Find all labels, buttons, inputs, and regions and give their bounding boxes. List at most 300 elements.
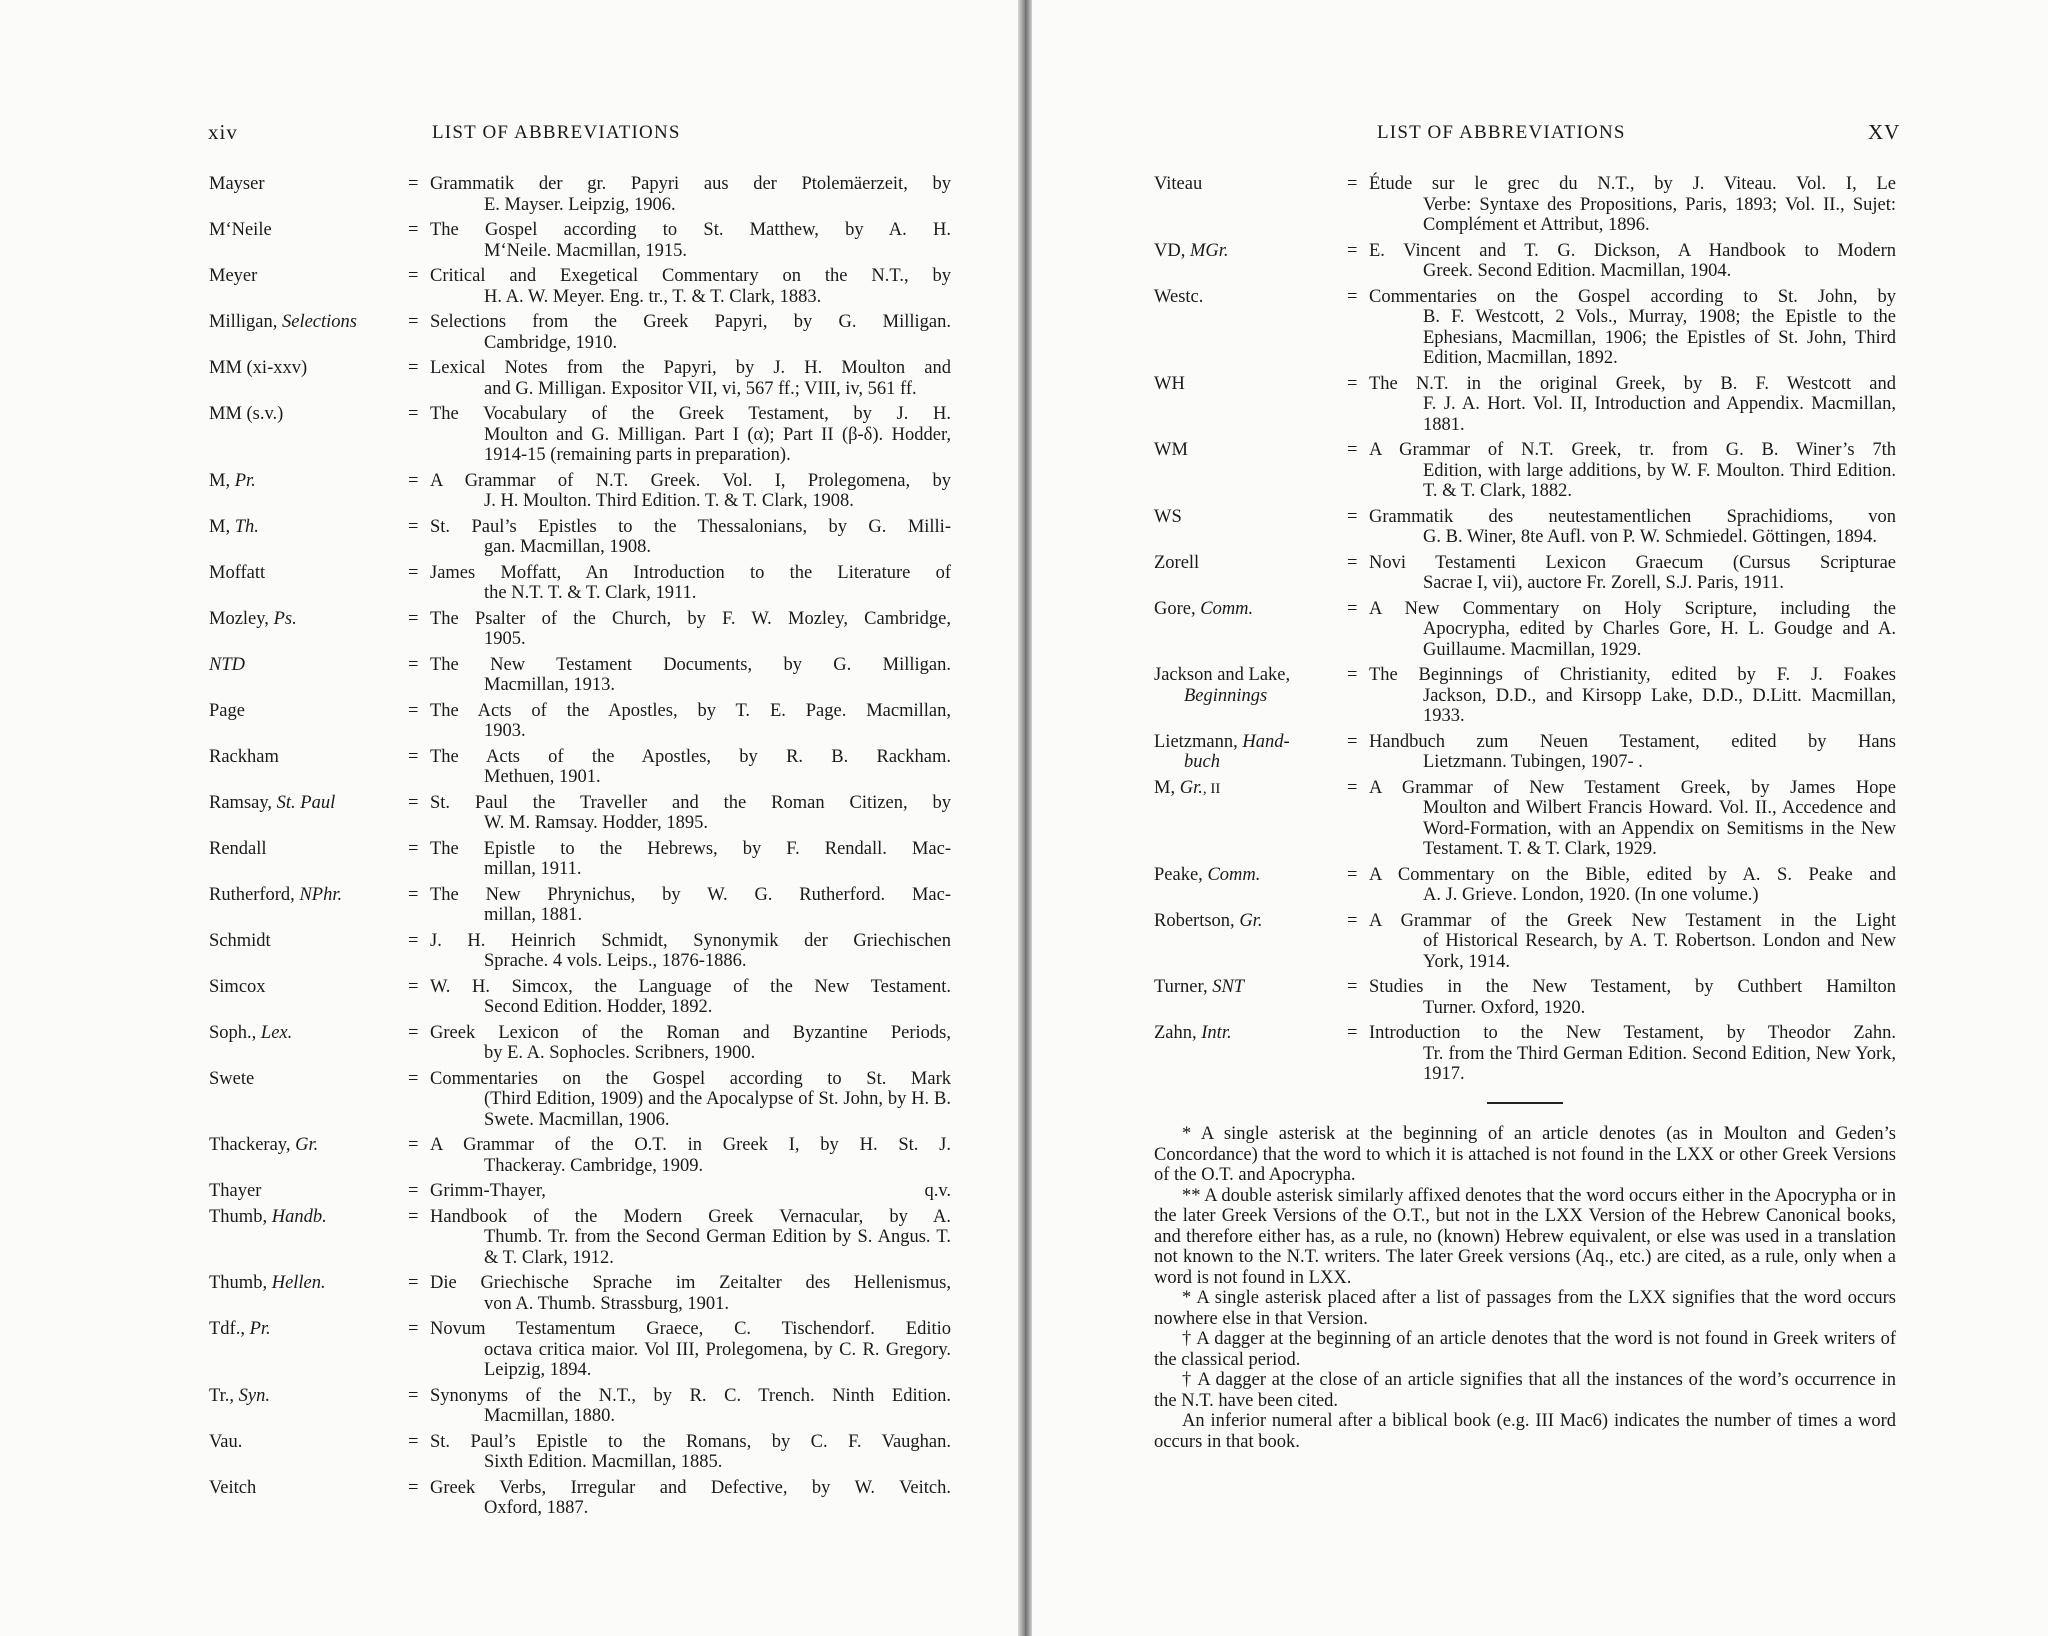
equals-sign: = — [408, 516, 419, 537]
abbreviation-term-text: Rendall — [209, 838, 267, 859]
equals-sign: = — [1347, 864, 1358, 885]
definition-first-line: St. Paul’s Epistle to the Romans, by C. F. Vaughan. — [430, 1431, 951, 1452]
abbreviation-entry — [209, 220, 951, 261]
abbreviation-entry — [209, 1386, 951, 1427]
equals-sign: = — [408, 1022, 419, 1043]
abbreviation-definition — [430, 1069, 951, 1131]
abbreviation-definition — [430, 471, 951, 512]
abbreviation-term — [209, 701, 408, 742]
abbreviation-term-italic: Handb. — [271, 1206, 327, 1227]
definition-continuation: Lietzmann. Tubingen, 1907- . — [1423, 752, 1643, 772]
abbreviation-term-text: VD, — [1154, 240, 1190, 261]
equals-sign: = — [1347, 286, 1358, 307]
equals-sign: = — [1347, 977, 1358, 997]
definition-continuation: J. H. Moulton. Third Edition. T. & T. Clark, 1908. — [484, 491, 854, 511]
definition-continuation: gan. Macmillan, 1908. — [484, 537, 651, 557]
abbreviation-term-text: Tdf., — [209, 1319, 250, 1339]
abbreviation-entry — [209, 404, 951, 466]
definition-first-line: The New Testament Documents, by G. Milligan. — [430, 654, 951, 675]
abbreviation-entry — [209, 266, 951, 307]
abbreviation-term-text: Veitch — [209, 1477, 257, 1498]
abbreviation-term — [1154, 241, 1347, 282]
definition-continuation: Moulton and G. Milligan. Part I (α); Part II (β-δ). Hodder, 1914-15 (remaining parts in preparation). — [484, 424, 951, 465]
definition-continuation: Sprache. 4 vols. Leips., 1876-1886. — [484, 951, 747, 971]
running-head: LIST OF ABBREVIATIONS — [432, 122, 681, 143]
abbreviation-entry — [209, 839, 951, 880]
definition-first-line: Handbuch zum Neuen Testament, edited by Hans — [1369, 731, 1896, 752]
abbreviation-entry — [1154, 977, 1896, 1018]
abbreviation-entry — [209, 1135, 951, 1176]
abbreviation-entry — [1154, 732, 1896, 773]
footnote-paragraph: * A single asterisk at the beginning of an article denotes (as in Moulton and Geden’s Concordance) that the word to which it is attached is not found in the LXX or other Greek Versions of the O.T. and Apocrypha. — [1154, 1124, 1896, 1185]
definition-first-line: Lexical Notes from the Papyri, by J. H. Moulton and — [430, 358, 951, 378]
abbreviation-term-text: MM (s.v.) — [209, 404, 284, 424]
abbreviation-definition — [430, 1432, 951, 1473]
abbreviation-term — [1154, 911, 1347, 973]
abbreviation-entry — [209, 1069, 951, 1131]
equals-sign: = — [408, 838, 419, 859]
definition-first-line: The N.T. in the original Greek, by B. F. Westcott and — [1369, 373, 1896, 394]
abbreviation-term-italic: Gr. — [1239, 910, 1263, 931]
abbreviation-term-text: Westc. — [1154, 286, 1204, 307]
abbreviation-definition — [1369, 977, 1896, 1018]
abbreviation-entry — [1154, 241, 1896, 282]
definition-first-line: The Psalter of the Church, by F. W. Mozley, Cambridge, — [430, 608, 951, 629]
equals-sign: = — [408, 1319, 419, 1339]
equals-sign: = — [1347, 552, 1358, 573]
abbreviation-definition — [430, 358, 951, 399]
abbreviation-term-italic: St. Paul — [276, 792, 336, 813]
abbreviation-term-text: Viteau — [1154, 174, 1203, 194]
equals-sign: = — [408, 1181, 419, 1201]
abbreviation-term-text: Lietzmann, — [1154, 731, 1243, 752]
book-gutter — [1018, 0, 1032, 1636]
abbreviation-definition — [430, 885, 951, 926]
abbreviation-term — [209, 1386, 408, 1427]
definition-continuation: Thumb. Tr. from the Second German Edition by S. Angus. T. & T. Clark, 1912. — [484, 1227, 951, 1268]
definition-continuation: Verbe: Syntaxe des Propositions, Paris, 1893; Vol. II., Sujet: Complément et Attribut, 1896. — [1423, 194, 1896, 235]
abbreviation-term-text: Gore, — [1154, 598, 1201, 619]
definition-continuation: the N.T. T. & T. Clark, 1911. — [484, 583, 697, 603]
abbreviation-term-text: Page — [209, 700, 245, 721]
equals-sign: = — [408, 470, 419, 491]
left-page — [0, 0, 1018, 1636]
abbreviation-entry — [209, 885, 951, 926]
definition-continuation: Sacrae I, vii), auctore Fr. Zorell, S.J. Paris, 1911. — [1423, 573, 1785, 593]
page-number: xiv — [208, 120, 238, 144]
abbreviation-term-text: Zorell — [1154, 552, 1200, 573]
abbreviation-entry — [1154, 507, 1896, 548]
abbreviation-definition — [1369, 440, 1896, 502]
definition-continuation: 1903. — [484, 721, 526, 741]
equals-sign: = — [408, 312, 419, 332]
abbreviation-definition — [1369, 174, 1896, 236]
abbreviation-entry — [1154, 865, 1896, 906]
abbreviation-entry — [209, 563, 951, 604]
equals-sign: = — [408, 1477, 419, 1498]
abbreviation-term-italic: Gr. — [1179, 777, 1203, 798]
abbreviation-term — [209, 1023, 408, 1064]
abbreviation-entry — [209, 609, 951, 650]
equals-sign: = — [408, 1135, 419, 1155]
definition-first-line: Commentaries on the Gospel according to St. Mark — [430, 1068, 951, 1089]
definition-first-line: The Beginnings of Christianity, edited by F. J. Foakes — [1369, 665, 1896, 685]
abbreviation-term — [1154, 374, 1347, 436]
abbreviation-term — [1154, 732, 1347, 773]
abbreviation-entry — [209, 1181, 951, 1202]
abbreviation-term-text: Mozley, — [209, 608, 274, 629]
definition-first-line: Greek Verbs, Irregular and Defective, by W. Veitch. — [430, 1477, 951, 1498]
abbreviation-definition — [430, 655, 951, 696]
equals-sign: = — [1347, 665, 1358, 685]
abbreviation-term-italic: Selections — [281, 312, 357, 332]
abbreviation-term — [1154, 287, 1347, 369]
abbreviation-term — [209, 266, 408, 307]
abbreviation-term — [209, 563, 408, 604]
definition-continuation: Second Edition. Hodder, 1892. — [484, 997, 713, 1017]
definition-first-line: Grammatik der gr. Papyri aus der Ptolemäerzeit, by — [430, 174, 951, 194]
abbreviation-term-italic: Comm. — [1207, 864, 1261, 885]
abbreviation-term — [1154, 1023, 1347, 1085]
equals-sign: = — [1347, 777, 1358, 798]
abbreviation-term-italic: Pr. — [234, 470, 256, 491]
abbreviation-term-text: Turner, — [1154, 977, 1213, 997]
abbreviation-term-text: Rutherford, — [209, 884, 300, 905]
abbreviation-term-text: Mayser — [209, 174, 265, 194]
abbreviation-term — [1154, 553, 1347, 594]
abbreviation-term-line2: Beginnings — [1184, 685, 1268, 706]
abbreviation-term-text: Rackham — [209, 746, 279, 767]
abbreviation-definition — [430, 312, 951, 353]
definition-first-line: Introduction to the New Testament, by Theodor Zahn. — [1369, 1023, 1896, 1043]
definition-first-line: Critical and Exegetical Commentary on the N.T., by — [430, 266, 951, 286]
abbreviation-term-text: MM (xi-xxv) — [209, 358, 308, 378]
abbreviation-entry — [209, 1023, 951, 1064]
abbreviation-entry — [1154, 1023, 1896, 1085]
page-number: XV — [1868, 120, 1901, 144]
definition-first-line: Commentaries on the Gospel according to St. John, by — [1369, 286, 1896, 307]
abbreviation-entry — [1154, 287, 1896, 369]
equals-sign: = — [1347, 598, 1358, 619]
definition-first-line: Grammatik des neutestamentlichen Sprachidioms, von — [1369, 506, 1896, 527]
equals-sign: = — [1347, 506, 1358, 527]
definition-continuation: A. J. Grieve. London, 1920. (In one volume.) — [1423, 885, 1759, 905]
definition-continuation: von A. Thumb. Strassburg, 1901. — [484, 1293, 729, 1314]
abbreviation-definition — [430, 266, 951, 307]
abbreviation-entry — [209, 1273, 951, 1314]
definition-continuation: Sixth Edition. Macmillan, 1885. — [484, 1452, 723, 1472]
abbreviation-entry — [1154, 665, 1896, 727]
definition-continuation: 1905. — [484, 629, 526, 649]
abbreviation-term — [1154, 599, 1347, 661]
definition-first-line: A Grammar of the Greek New Testament in the Light — [1369, 910, 1896, 931]
definition-continuation: Methuen, 1901. — [484, 767, 601, 787]
abbreviation-entry — [209, 517, 951, 558]
abbreviation-term-text: Swete — [209, 1068, 255, 1089]
abbreviation-entry — [1154, 440, 1896, 502]
abbreviation-entry — [1154, 174, 1896, 236]
abbreviation-term-text: Thayer — [209, 1181, 262, 1201]
footnote-paragraph: ** A double asterisk similarly affixed denotes that the word occurs either in the Apocrypha or in the later Greek Versions of the O.T., but not in the LXX Version of the Hebrew Canonical books, and therefore either has, as a rule, no (known) Hebrew equivalent, or else was used in a translation not known to the N.T. writers. The later Greek versions (Aq., etc.) are cited, as a rule, only when a word is not found in LXX. — [1154, 1185, 1896, 1288]
abbreviation-list — [209, 174, 951, 1524]
equals-sign: = — [408, 220, 419, 240]
equals-sign: = — [408, 1385, 419, 1406]
equals-sign: = — [408, 608, 419, 629]
abbreviation-term — [209, 174, 408, 215]
abbreviation-entry — [1154, 911, 1896, 973]
abbreviation-definition — [430, 1273, 951, 1314]
abbreviation-term-text: Ramsay, — [209, 792, 277, 813]
definition-continuation: and G. Milligan. Expositor VII, vi, 567 ff.; VIII, iv, 561 ff. — [484, 378, 917, 399]
abbreviation-term-text: M, — [209, 470, 235, 491]
definition-first-line: James Moffatt, An Introduction to the Literature of — [430, 562, 951, 583]
abbreviation-entry — [1154, 778, 1896, 860]
abbreviation-definition — [430, 609, 951, 650]
definition-first-line: Die Griechische Sprache im Zeitalter des Hellenismus, — [430, 1273, 951, 1293]
abbreviation-term-text: M, — [1154, 777, 1180, 798]
equals-sign: = — [408, 976, 419, 997]
abbreviation-term — [209, 1478, 408, 1519]
abbreviation-term — [209, 793, 408, 834]
abbreviation-term-italic: Hand- — [1242, 731, 1290, 752]
abbreviation-term — [209, 1319, 408, 1381]
footnote-paragraph: † A dagger at the close of an article signifies that all the instances of the word’s occurrence in the N.T. have been cited. — [1154, 1370, 1896, 1411]
definition-first-line: A Grammar of the O.T. in Greek I, by H. St. J. — [430, 1135, 951, 1155]
definition-first-line: The Acts of the Apostles, by R. B. Rackham. — [430, 746, 951, 767]
equals-sign: = — [1347, 910, 1358, 931]
abbreviation-term-text: Zahn, — [1154, 1023, 1202, 1043]
definition-continuation: G. B. Winer, 8te Aufl. von P. W. Schmiedel. Göttingen, 1894. — [1423, 527, 1877, 547]
abbreviation-definition — [430, 1023, 951, 1064]
equals-sign: = — [408, 1431, 419, 1452]
footnote-paragraph: * A single asterisk placed after a list of passages from the LXX signifies that the word occurs nowhere else in that Version. — [1154, 1288, 1896, 1329]
abbreviation-term-text: WM — [1154, 440, 1188, 460]
abbreviation-term — [209, 471, 408, 512]
definition-continuation: by E. A. Sophocles. Scribners, 1900. — [484, 1043, 756, 1063]
abbreviation-definition — [430, 1207, 951, 1269]
definition-first-line: Synonyms of the N.T., by R. C. Trench. Ninth Edition. — [430, 1385, 951, 1406]
definition-first-line: W. H. Simcox, the Language of the New Testament. — [430, 976, 951, 997]
abbreviation-definition — [430, 174, 951, 215]
abbreviation-term-italic: SNT — [1212, 977, 1245, 997]
abbreviation-entry — [209, 1319, 951, 1381]
abbreviation-term-text: Soph., — [209, 1022, 261, 1043]
running-head: LIST OF ABBREVIATIONS — [1377, 122, 1626, 143]
abbreviation-term — [1154, 507, 1347, 548]
abbreviation-entry — [209, 931, 951, 972]
definition-first-line: Novi Testamenti Lexicon Graecum (Cursus Scripturae — [1369, 552, 1896, 573]
abbreviation-term-text: Simcox — [209, 976, 266, 997]
abbreviation-term-text: Jackson and Lake, — [1154, 665, 1291, 685]
abbreviation-term-text: WS — [1154, 506, 1182, 527]
abbreviation-term-italic: Comm. — [1200, 598, 1254, 619]
abbreviation-entry — [209, 655, 951, 696]
abbreviation-definition — [430, 977, 951, 1018]
abbreviation-entry — [209, 174, 951, 215]
abbreviation-term — [1154, 174, 1347, 236]
definition-first-line: A Commentary on the Bible, edited by A. S. Peake and — [1369, 864, 1896, 885]
definition-continuation: Macmillan, 1880. — [484, 1406, 616, 1426]
abbreviation-definition — [430, 1386, 951, 1427]
abbreviation-term-text: M‘Neile — [209, 220, 272, 240]
abbreviation-entry — [209, 471, 951, 512]
abbreviation-term — [209, 1432, 408, 1473]
abbreviation-term-line2: buch — [1184, 752, 1220, 772]
abbreviation-term-italic: NTD — [209, 654, 245, 675]
abbreviation-term-text: Peake, — [1154, 864, 1208, 885]
abbreviation-entry — [1154, 599, 1896, 661]
definition-continuation: E. Mayser. Leipzig, 1906. — [484, 194, 676, 215]
definition-continuation: B. F. Westcott, 2 Vols., Murray, 1908; the Epistle to the Ephesians, Macmillan, 1906; the Epistles of St. John, Third Edition, Macmillan, 1892. — [1423, 307, 1896, 368]
abbreviation-term — [209, 358, 408, 399]
definition-first-line: A New Commentary on Holy Scripture, including the — [1369, 598, 1896, 619]
abbreviation-entry — [1154, 374, 1896, 436]
definition-first-line: The Acts of the Apostles, by T. E. Page. Macmillan, — [430, 700, 951, 721]
definition-continuation: Apocrypha, edited by Charles Gore, H. L. Goudge and A. Guillaume. Macmillan, 1929. — [1423, 619, 1896, 660]
abbreviation-entry — [209, 793, 951, 834]
equals-sign: = — [408, 930, 419, 951]
abbreviation-term-text: Milligan, — [209, 312, 282, 332]
abbreviation-term-text: Moffatt — [209, 562, 266, 583]
equals-sign: = — [408, 792, 419, 813]
abbreviation-definition — [430, 563, 951, 604]
definition-first-line: Étude sur le grec du N.T., by J. Viteau. Vol. I, Le — [1369, 174, 1896, 194]
definition-continuation: octava critica maior. Vol III, Prolegomena, by C. R. Gregory. Leipzig, 1894. — [484, 1339, 951, 1380]
abbreviation-term-text: Thackeray, — [209, 1135, 296, 1155]
equals-sign: = — [408, 404, 419, 424]
abbreviation-term-text: Tr., — [209, 1385, 239, 1406]
equals-sign: = — [408, 1068, 419, 1089]
definition-continuation: Jackson, D.D., and Kirsopp Lake, D.D., D.Litt. Macmillan, 1933. — [1423, 685, 1896, 726]
definition-first-line: A Grammar of N.T. Greek, tr. from G. B. Winer’s 7th — [1369, 440, 1896, 460]
abbreviation-term — [209, 885, 408, 926]
abbreviation-definition — [1369, 374, 1896, 436]
equals-sign: = — [1347, 373, 1358, 394]
abbreviation-term — [1154, 977, 1347, 1018]
abbreviation-term — [209, 1069, 408, 1131]
abbreviation-definition — [430, 839, 951, 880]
abbreviation-entry — [209, 358, 951, 399]
abbreviation-term — [1154, 778, 1347, 860]
abbreviation-term-italic: Th. — [234, 516, 259, 537]
abbreviation-definition — [430, 793, 951, 834]
abbreviation-term — [209, 747, 408, 788]
abbreviation-definition — [1369, 911, 1896, 973]
abbreviation-term — [1154, 440, 1347, 502]
definition-first-line: St. Paul’s Epistles to the Thessalonians, by G. Milli- — [430, 516, 951, 537]
abbreviation-term — [209, 1135, 408, 1176]
definition-continuation: M‘Neile. Macmillan, 1915. — [484, 240, 687, 261]
equals-sign: = — [408, 358, 419, 378]
abbreviation-term-italic: NPhr. — [299, 884, 343, 905]
abbreviation-definition — [1369, 553, 1896, 594]
definition-first-line: Grimm-Thayer, q.v. — [430, 1181, 951, 1201]
abbreviation-term — [209, 977, 408, 1018]
abbreviation-term-text: Vau. — [209, 1431, 243, 1452]
abbreviation-term-italic: Gr. — [295, 1135, 319, 1155]
abbreviation-term — [209, 609, 408, 650]
definition-continuation: Moulton and Wilbert Francis Howard. Vol. II., Accedence and Word-Formation, with an Appendix on Semitisms in the New Testament. T. & T. Clark, 1929. — [1423, 798, 1896, 859]
definition-first-line: J. H. Heinrich Schmidt, Synonymik der Griechischen — [430, 930, 951, 951]
abbreviation-entry — [209, 1478, 951, 1519]
abbreviation-term-suffix: , II — [1202, 780, 1221, 797]
definition-first-line: Studies in the New Testament, by Cuthbert Hamilton — [1369, 977, 1896, 997]
abbreviation-definition — [430, 701, 951, 742]
abbreviation-entry — [209, 977, 951, 1018]
abbreviation-term-italic: Syn. — [238, 1385, 271, 1406]
definition-continuation: of Historical Research, by A. T. Robertson. London and New York, 1914. — [1423, 931, 1896, 972]
definition-continuation: (Third Edition, 1909) and the Apocalypse of St. John, by H. B. Swete. Macmillan, 1906. — [484, 1089, 951, 1130]
definition-continuation: Thackeray. Cambridge, 1909. — [484, 1155, 704, 1176]
abbreviation-term-italic: Lex. — [260, 1022, 293, 1043]
equals-sign: = — [408, 884, 419, 905]
abbreviation-definition — [430, 517, 951, 558]
abbreviation-term — [209, 517, 408, 558]
abbreviation-definition — [1369, 865, 1896, 906]
abbreviation-term — [209, 1181, 408, 1202]
abbreviation-entry — [209, 312, 951, 353]
abbreviation-definition — [430, 1319, 951, 1381]
abbreviation-term — [209, 312, 408, 353]
definition-continuation: H. A. W. Meyer. Eng. tr., T. & T. Clark, 1883. — [484, 286, 822, 307]
equals-sign: = — [1347, 174, 1358, 194]
equals-sign: = — [408, 746, 419, 767]
definition-continuation: millan, 1881. — [484, 905, 583, 925]
definition-first-line: A Grammar of N.T. Greek. Vol. I, Prolegomena, by — [430, 470, 951, 491]
definition-continuation: Greek. Second Edition. Macmillan, 1904. — [1423, 261, 1732, 281]
definition-continuation: Oxford, 1887. — [484, 1498, 589, 1518]
definition-first-line: Handbook of the Modern Greek Vernacular, by A. — [430, 1206, 951, 1227]
abbreviation-entry — [209, 747, 951, 788]
abbreviation-definition — [430, 1135, 951, 1176]
definition-first-line: Selections from the Greek Papyri, by G. Milligan. — [430, 312, 951, 332]
definition-first-line: The Gospel according to St. Matthew, by A. H. — [430, 220, 951, 240]
footnote-paragraph: An inferior numeral after a biblical book (e.g. III Mac6) indicates the number of times a word occurs in that book. — [1154, 1411, 1896, 1452]
abbreviation-term-italic: Intr. — [1201, 1023, 1232, 1043]
equals-sign: = — [1347, 731, 1358, 752]
abbreviation-definition — [1369, 507, 1896, 548]
equals-sign: = — [408, 1206, 419, 1227]
definition-first-line: The New Phrynichus, by W. G. Rutherford. Mac- — [430, 884, 951, 905]
equals-sign: = — [408, 562, 419, 583]
abbreviation-definition — [1369, 1023, 1896, 1085]
abbreviation-term-text: Thumb, — [209, 1273, 272, 1293]
footnotes — [1154, 1124, 1896, 1452]
abbreviation-definition — [1369, 599, 1896, 661]
abbreviation-term-italic: MGr. — [1189, 240, 1229, 261]
abbreviation-term — [209, 655, 408, 696]
abbreviation-term — [1154, 865, 1347, 906]
footnote-paragraph: † A dagger at the beginning of an article denotes that the word is not found in Greek writers of the classical period. — [1154, 1329, 1896, 1370]
definition-first-line: The Vocabulary of the Greek Testament, by J. H. — [430, 404, 951, 424]
definition-first-line: The Epistle to the Hebrews, by F. Rendall. Mac- — [430, 838, 951, 859]
abbreviation-definition — [430, 1181, 951, 1202]
definition-continuation: Edition, with large additions, by W. F. Moulton. Third Edition. T. & T. Clark, 1882. — [1423, 460, 1896, 501]
section-rule — [1487, 1102, 1563, 1104]
definition-first-line: E. Vincent and T. G. Dickson, A Handbook to Modern — [1369, 240, 1896, 261]
abbreviation-term-text: Robertson, — [1154, 910, 1240, 931]
equals-sign: = — [408, 174, 419, 194]
abbreviation-term-text: Meyer — [209, 266, 258, 286]
abbreviation-entry — [1154, 553, 1896, 594]
abbreviation-definition — [430, 404, 951, 466]
abbreviation-list — [1154, 174, 1896, 1090]
abbreviation-definition — [1369, 665, 1896, 727]
definition-continuation: Tr. from the Third German Edition. Second Edition, New York, 1917. — [1423, 1043, 1896, 1084]
equals-sign: = — [408, 266, 419, 286]
abbreviation-term-italic: Ps. — [273, 608, 297, 629]
abbreviation-term — [209, 839, 408, 880]
